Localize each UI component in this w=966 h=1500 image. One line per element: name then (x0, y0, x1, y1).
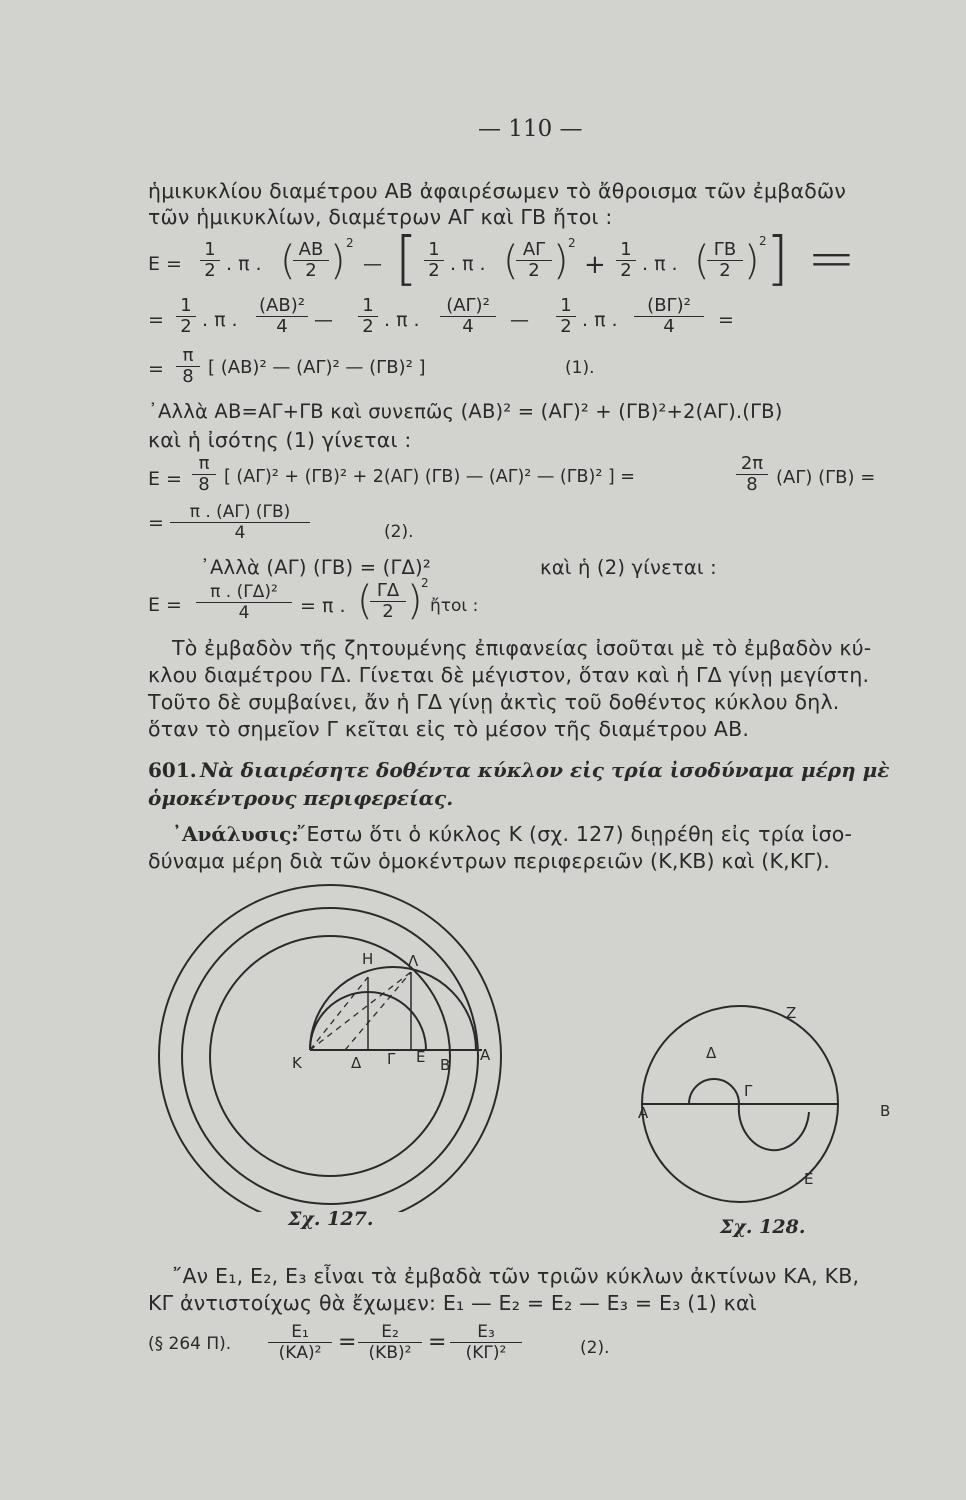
label-d: Δ (706, 1044, 717, 1062)
label-g: Γ (387, 1050, 396, 1068)
fraction-half: $\frac{1}{2}$ (358, 296, 378, 337)
paren-close: ) (744, 238, 760, 284)
formula-1-prefix: Ε = (148, 253, 182, 275)
formula-4-prefix: Ε = (148, 468, 182, 490)
fraction-gd-half: $\frac{\Gamma\Delta}{2}$ (370, 581, 406, 622)
fraction-ag-half: $\frac{A\Gamma}{2}$ (516, 240, 552, 281)
pi-dot: . π . (450, 253, 486, 275)
page-number: — 110 — (478, 116, 583, 142)
fraction-f5: $\frac{\pi . (A\Gamma) (\Gamma B)}{4}$ (170, 502, 310, 543)
bracket-close-equals: ] = (766, 224, 856, 292)
pi-dot: . π . (384, 309, 420, 331)
fraction-half: $\frac{1}{2}$ (556, 296, 576, 337)
closing-fraction-3: $\frac{\text{Ε₃}}{\text{(ΚΓ)²}}$ (450, 1322, 522, 1363)
paren-open: ( (694, 238, 710, 284)
fraction-ab-sq: $\frac{\text{(ΑΒ)²}}{4}$ (256, 296, 308, 337)
plus-sign: + (584, 250, 606, 280)
formula-3-ref: (1). (565, 358, 595, 378)
fraction-half: $\frac{1}{2}$ (200, 240, 220, 281)
fraction-bg-sq: $\frac{\text{(ΒΓ)²}}{4}$ (634, 296, 704, 337)
figure-127 (120, 866, 560, 1212)
paragraph-1-line-2: κλου διαμέτρου ΓΔ. Γίνεται δὲ μέγιστον, ὅταν καὶ ἡ ΓΔ γίνῃ μεγίστη. (148, 663, 870, 687)
pi-dot: . π . (642, 253, 678, 275)
upper-semicircle (689, 1079, 739, 1104)
middle-circle (182, 908, 478, 1204)
fraction-ab-half: $\frac{AB}{2}$ (293, 240, 329, 281)
closing-fraction-2: $\frac{\text{Ε₂}}{\text{(ΚΒ)²}}$ (358, 1322, 422, 1363)
formula-4-body: [ (ΑΓ)² + (ΓΒ)² + 2(ΑΓ) (ΓΒ) — (ΑΓ)² — (ΓΒ)² ] = (224, 467, 635, 487)
equals-sign: = (718, 309, 734, 331)
fraction-ag-sq: $\frac{\text{(ΑΓ)²}}{4}$ (440, 296, 496, 337)
isotis-line: καὶ ἡ ἰσότης (1) γίνεται : (148, 428, 412, 452)
superscript: 2 (421, 576, 429, 590)
paren-open: ( (503, 238, 519, 284)
problem-line-1: Νὰ διαιρέσητε δοθέντα κύκλον εἰς τρία ἰσοδύναμα μέρη μὲ (200, 758, 890, 782)
formula-5-ref: (2). (384, 522, 414, 542)
fraction-half: $\frac{1}{2}$ (176, 296, 196, 337)
equals-sign: = (338, 1330, 357, 1355)
formula-4-end: (ΑΓ) (ΓΒ) = (776, 467, 876, 488)
figure-127-caption: Σχ. 127. (288, 1208, 374, 1230)
bracket-open: [ (395, 224, 418, 292)
alla-line-2-end: καὶ ἡ (2) γίνεται : (540, 556, 717, 579)
label-a: Α (480, 1046, 491, 1064)
fraction-pi-8: $\frac{\pi}{8}$ (176, 346, 200, 387)
superscript: 2 (568, 236, 576, 250)
paren-close: ) (553, 238, 569, 284)
fraction-half: $\frac{1}{2}$ (424, 240, 444, 281)
alla-line-1: ᾿Αλλὰ ΑΒ=ΑΓ+ΓΒ καὶ συνεπῶς (ΑΒ)² = (ΑΓ)² + (ΓΒ)²+2(ΑΓ).(ΓΒ) (148, 400, 783, 423)
figure-128-caption: Σχ. 128. (720, 1216, 806, 1238)
pi-dot: . π . (226, 253, 262, 275)
alla-line-2: ᾿Αλλὰ (ΑΓ) (ΓΒ) = (ΓΔ)² (200, 556, 431, 579)
intro-line-2: τῶν ἡμικυκλίων, διαμέτρων ΑΓ καὶ ΓΒ ἤτοι : (148, 205, 613, 229)
closing-ref-2: (2). (580, 1338, 610, 1358)
formula-3-prefix: = (148, 358, 164, 380)
label-h: Η (362, 950, 374, 968)
label-a: Α (638, 1104, 649, 1122)
paren-close: ) (330, 238, 346, 284)
label-k: Κ (292, 1054, 302, 1072)
large-semicircle (310, 967, 476, 1050)
label-g: Γ (744, 1082, 753, 1100)
formula-3-body: [ (ΑΒ)² — (ΑΓ)² — (ΓΒ)² ] (208, 357, 426, 378)
fraction-half: $\frac{1}{2}$ (616, 240, 636, 281)
label-b: Β (440, 1056, 451, 1074)
analysis-line-1: ῎Εστω ὅτι ὁ κύκλος Κ (σχ. 127) διῃρέθη εἰς τρία ἰσο- (296, 822, 853, 846)
formula-6-mid: = π . (300, 595, 346, 617)
intro-line-1: ἡμικυκλίου διαμέτρου ΑΒ ἀφαιρέσωμεν τὸ ἄθροισμα τῶν ἐμβαδῶν (148, 179, 846, 203)
formula-5-prefix: = (148, 512, 164, 534)
formula-6-prefix: Ε = (148, 594, 182, 616)
closing-fraction-1: $\frac{\text{Ε₁}}{\text{(ΚΑ)²}}$ (268, 1322, 332, 1363)
paren-close: ) (407, 578, 423, 624)
equals-sign: = (428, 1330, 447, 1355)
analysis-label: ᾿Ανάλυσις: (172, 822, 299, 846)
paragraph-1-line-1: Τὸ ἐμβαδὸν τῆς ζητουμένης ἐπιφανείας ἰσοῦται μὲ τὸ ἐμβαδὸν κύ- (172, 636, 872, 660)
fraction-pi-8: $\frac{\pi}{8}$ (192, 454, 216, 495)
lower-curve (739, 1104, 809, 1150)
problem-number: 601. (148, 758, 197, 782)
fraction-gb-half: $\frac{\Gamma B}{2}$ (707, 240, 743, 281)
closing-line-1: ῎Αν Ε₁, Ε₂, Ε₃ εἶναι τὰ ἐμβαδὰ τῶν τριῶν κύκλων ἀκτίνων ΚΑ, ΚΒ, (172, 1264, 860, 1288)
superscript: 2 (759, 234, 767, 248)
fraction-2pi-8: $\frac{2\pi}{8}$ (736, 454, 768, 495)
pi-dot: . π . (202, 309, 238, 331)
formula-6-end: ἤτοι : (430, 596, 479, 616)
label-b: Β (880, 1102, 891, 1120)
problem-line-2: ὁμοκέντρους περιφερείας. (148, 786, 454, 810)
paragraph-1-line-4: ὅταν τὸ σημεῖον Γ κεῖται εἰς τὸ μέσον τῆς διαμέτρου ΑΒ. (148, 717, 750, 741)
minus-sign: — (510, 309, 529, 331)
superscript: 2 (346, 236, 354, 250)
label-d: Δ (351, 1054, 362, 1072)
label-l: Λ (408, 952, 419, 970)
paragraph-1-line-3: Τοῦτο δὲ συμβαίνει, ἄν ἡ ΓΔ γίνῃ ἀκτὶς τοῦ δοθέντος κύκλου δηλ. (148, 690, 840, 714)
fraction-f6: $\frac{\text{π . (ΓΔ)²}}{4}$ (196, 582, 292, 623)
minus-sign: — (363, 253, 382, 275)
inner-circle (210, 936, 450, 1176)
label-e: Ε (416, 1048, 426, 1066)
label-z: Ζ (786, 1004, 797, 1022)
dashed-dl (345, 972, 411, 1050)
closing-line-2: ΚΓ ἀντιστοίχως θὰ ἔχωμεν: Ε₁ — Ε₂ = Ε₂ — Ε₃ = Ε₃ (1) καὶ (148, 1291, 757, 1315)
formula-2-prefix: = (148, 309, 164, 331)
label-e: Ε (804, 1170, 814, 1188)
paren-open: ( (280, 238, 296, 284)
figure-128 (626, 1000, 906, 1210)
pi-dot: . π . (582, 309, 618, 331)
analysis-line-2: δύναμα μέρη διὰ τῶν ὁμοκέντρων περιφερειῶν (Κ,ΚΒ) καὶ (Κ,ΚΓ). (148, 849, 831, 873)
closing-ref: (§ 264 Π). (148, 1334, 232, 1354)
paren-open: ( (357, 578, 373, 624)
minus-sign: — (314, 309, 333, 331)
